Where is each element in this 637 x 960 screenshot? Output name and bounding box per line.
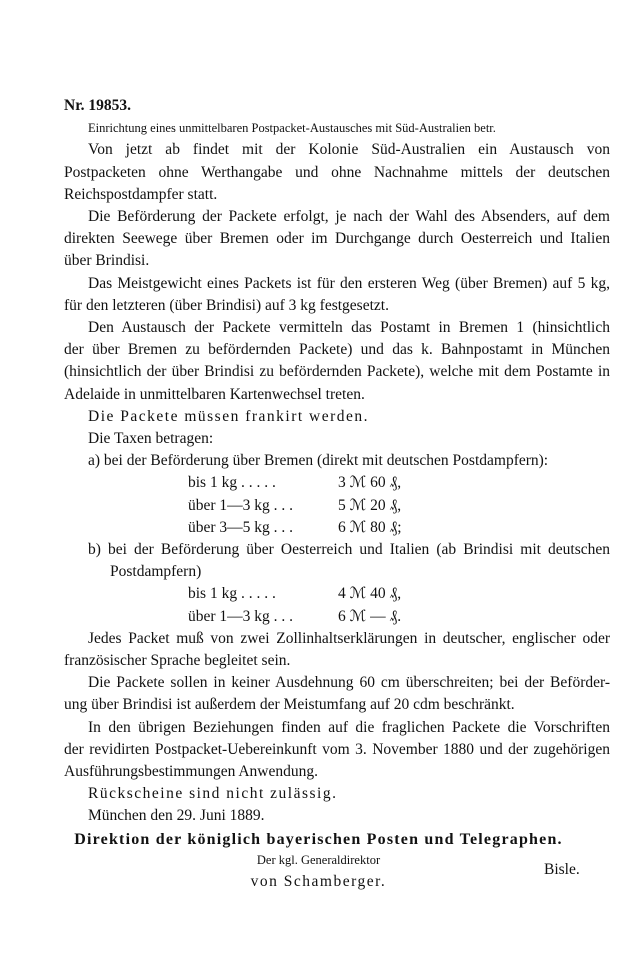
rate-row bbox=[188, 518, 488, 538]
text-line: für den letzteren (über Brindisi) auf 3 kg festgesetzt. bbox=[64, 296, 389, 314]
rate-pf: 60 ₰, bbox=[370, 474, 402, 492]
text-line: Die Taxen betragen: bbox=[88, 430, 214, 447]
date-line: München den 29. Juni 1889. bbox=[88, 807, 265, 825]
rate-weight: bis 1 kg . . . . . bbox=[188, 474, 276, 492]
text-line: Den Austausch der Packete vermitteln das Postamt in Bremen 1 (hinsichtlich bbox=[88, 319, 610, 336]
text-line: direkten Seewege über Bremen oder im Durchgange durch Oesterreich und Italien bbox=[64, 230, 610, 248]
text-line: Die Packete müssen frankirt werden. bbox=[88, 407, 370, 425]
rate-row bbox=[188, 584, 488, 604]
rate-row bbox=[188, 607, 488, 627]
text-line: Postdampfern) bbox=[110, 563, 202, 581]
text-line: Die Beförderung der Packete erfolgt, je nach der Wahl des Absenders, auf dem bbox=[88, 208, 610, 225]
text-line: der über Bremen zu befördernden Packete) und das k. Bahnpostamt in München bbox=[64, 341, 610, 359]
text-line: über Brindisi. bbox=[64, 252, 150, 270]
text-line: Jedes Packet muß von zwei Zollinhaltserklärungen in deutscher, englischer oder bbox=[88, 629, 610, 647]
text-line: der revidirten Postpacket-Uebereinkunft vom 3. November 1880 und der zugehörigen bbox=[64, 740, 610, 758]
text-line: Reichspostdampfer statt. bbox=[64, 185, 218, 203]
rate-mark: 6 ℳ bbox=[338, 518, 367, 536]
signatory-name: von Schamberger. bbox=[250, 872, 387, 890]
text-line: Postpacketen ohne Werthangabe und ohne Nachnahme mittels der deutschen bbox=[64, 163, 610, 181]
rate-row bbox=[188, 496, 488, 516]
rate-row bbox=[188, 473, 488, 493]
text-line: ung über Brindisi ist außerdem der Meistumfang auf 20 cdm beschränkt. bbox=[64, 696, 515, 714]
countersignature: Bisle. bbox=[544, 861, 580, 878]
rate-pf: 80 ₰; bbox=[370, 518, 402, 536]
text-line: (hinsichtlich der über Brindisi zu befördernden Packete), welche mit dem Postamte in bbox=[64, 363, 610, 381]
text-line: Adelaide in unmittelbaren Kartenwechsel treten. bbox=[64, 385, 365, 403]
rate-mark: 4 ℳ bbox=[338, 585, 367, 603]
text-line: Das Meistgewicht eines Packets ist für den ersteren Weg (über Bremen) auf 5 kg, bbox=[88, 274, 610, 292]
rate-pf: — ₰. bbox=[370, 607, 402, 625]
rate-mark: 3 ℳ bbox=[338, 474, 367, 492]
issuing-authority: Direktion der königlich bayerischen Posten und Telegraphen. bbox=[74, 831, 563, 848]
rate-pf: 40 ₰, bbox=[370, 585, 402, 603]
text-line: In den übrigen Beziehungen finden auf die fraglichen Packete die Vorschriften bbox=[88, 718, 610, 736]
rate-weight: bis 1 kg . . . . . bbox=[188, 585, 276, 603]
text-line: Rückscheine sind nicht zulässig. bbox=[88, 785, 338, 803]
rate-weight: über 3—5 kg . . . bbox=[188, 518, 294, 536]
text-line: Ausführungsbestimmungen Anwendung. bbox=[64, 763, 319, 780]
rate-pf: 20 ₰, bbox=[370, 496, 402, 514]
rate-weight: über 1—3 kg . . . bbox=[188, 496, 294, 514]
rate-weight: über 1—3 kg . . . bbox=[188, 607, 294, 625]
rate-mark: 6 ℳ bbox=[338, 607, 367, 625]
text-line: Die Packete sollen in keiner Ausdehnung 60 cm überschreiten; bei der Beförder- bbox=[88, 674, 610, 692]
text-line: a) bei der Beförderung über Bremen (direkt mit deutschen Postdampfern): bbox=[88, 452, 549, 470]
document-number: Nr. 19853. bbox=[64, 97, 132, 114]
rate-mark: 5 ℳ bbox=[338, 496, 367, 514]
document-title: Einrichtung eines unmittelbaren Postpacket-Austausches mit Süd-Australien betr. bbox=[88, 121, 496, 136]
text-line: Von jetzt ab findet mit der Kolonie Süd-Australien ein Austausch von bbox=[88, 141, 610, 159]
text-line: b) bei der Beförderung über Oesterreich und Italien (ab Brindisi mit deutschen bbox=[88, 541, 610, 558]
text-line: französischer Sprache begleitet sein. bbox=[64, 652, 291, 669]
signatory-title: Der kgl. Generaldirektor bbox=[256, 852, 381, 867]
